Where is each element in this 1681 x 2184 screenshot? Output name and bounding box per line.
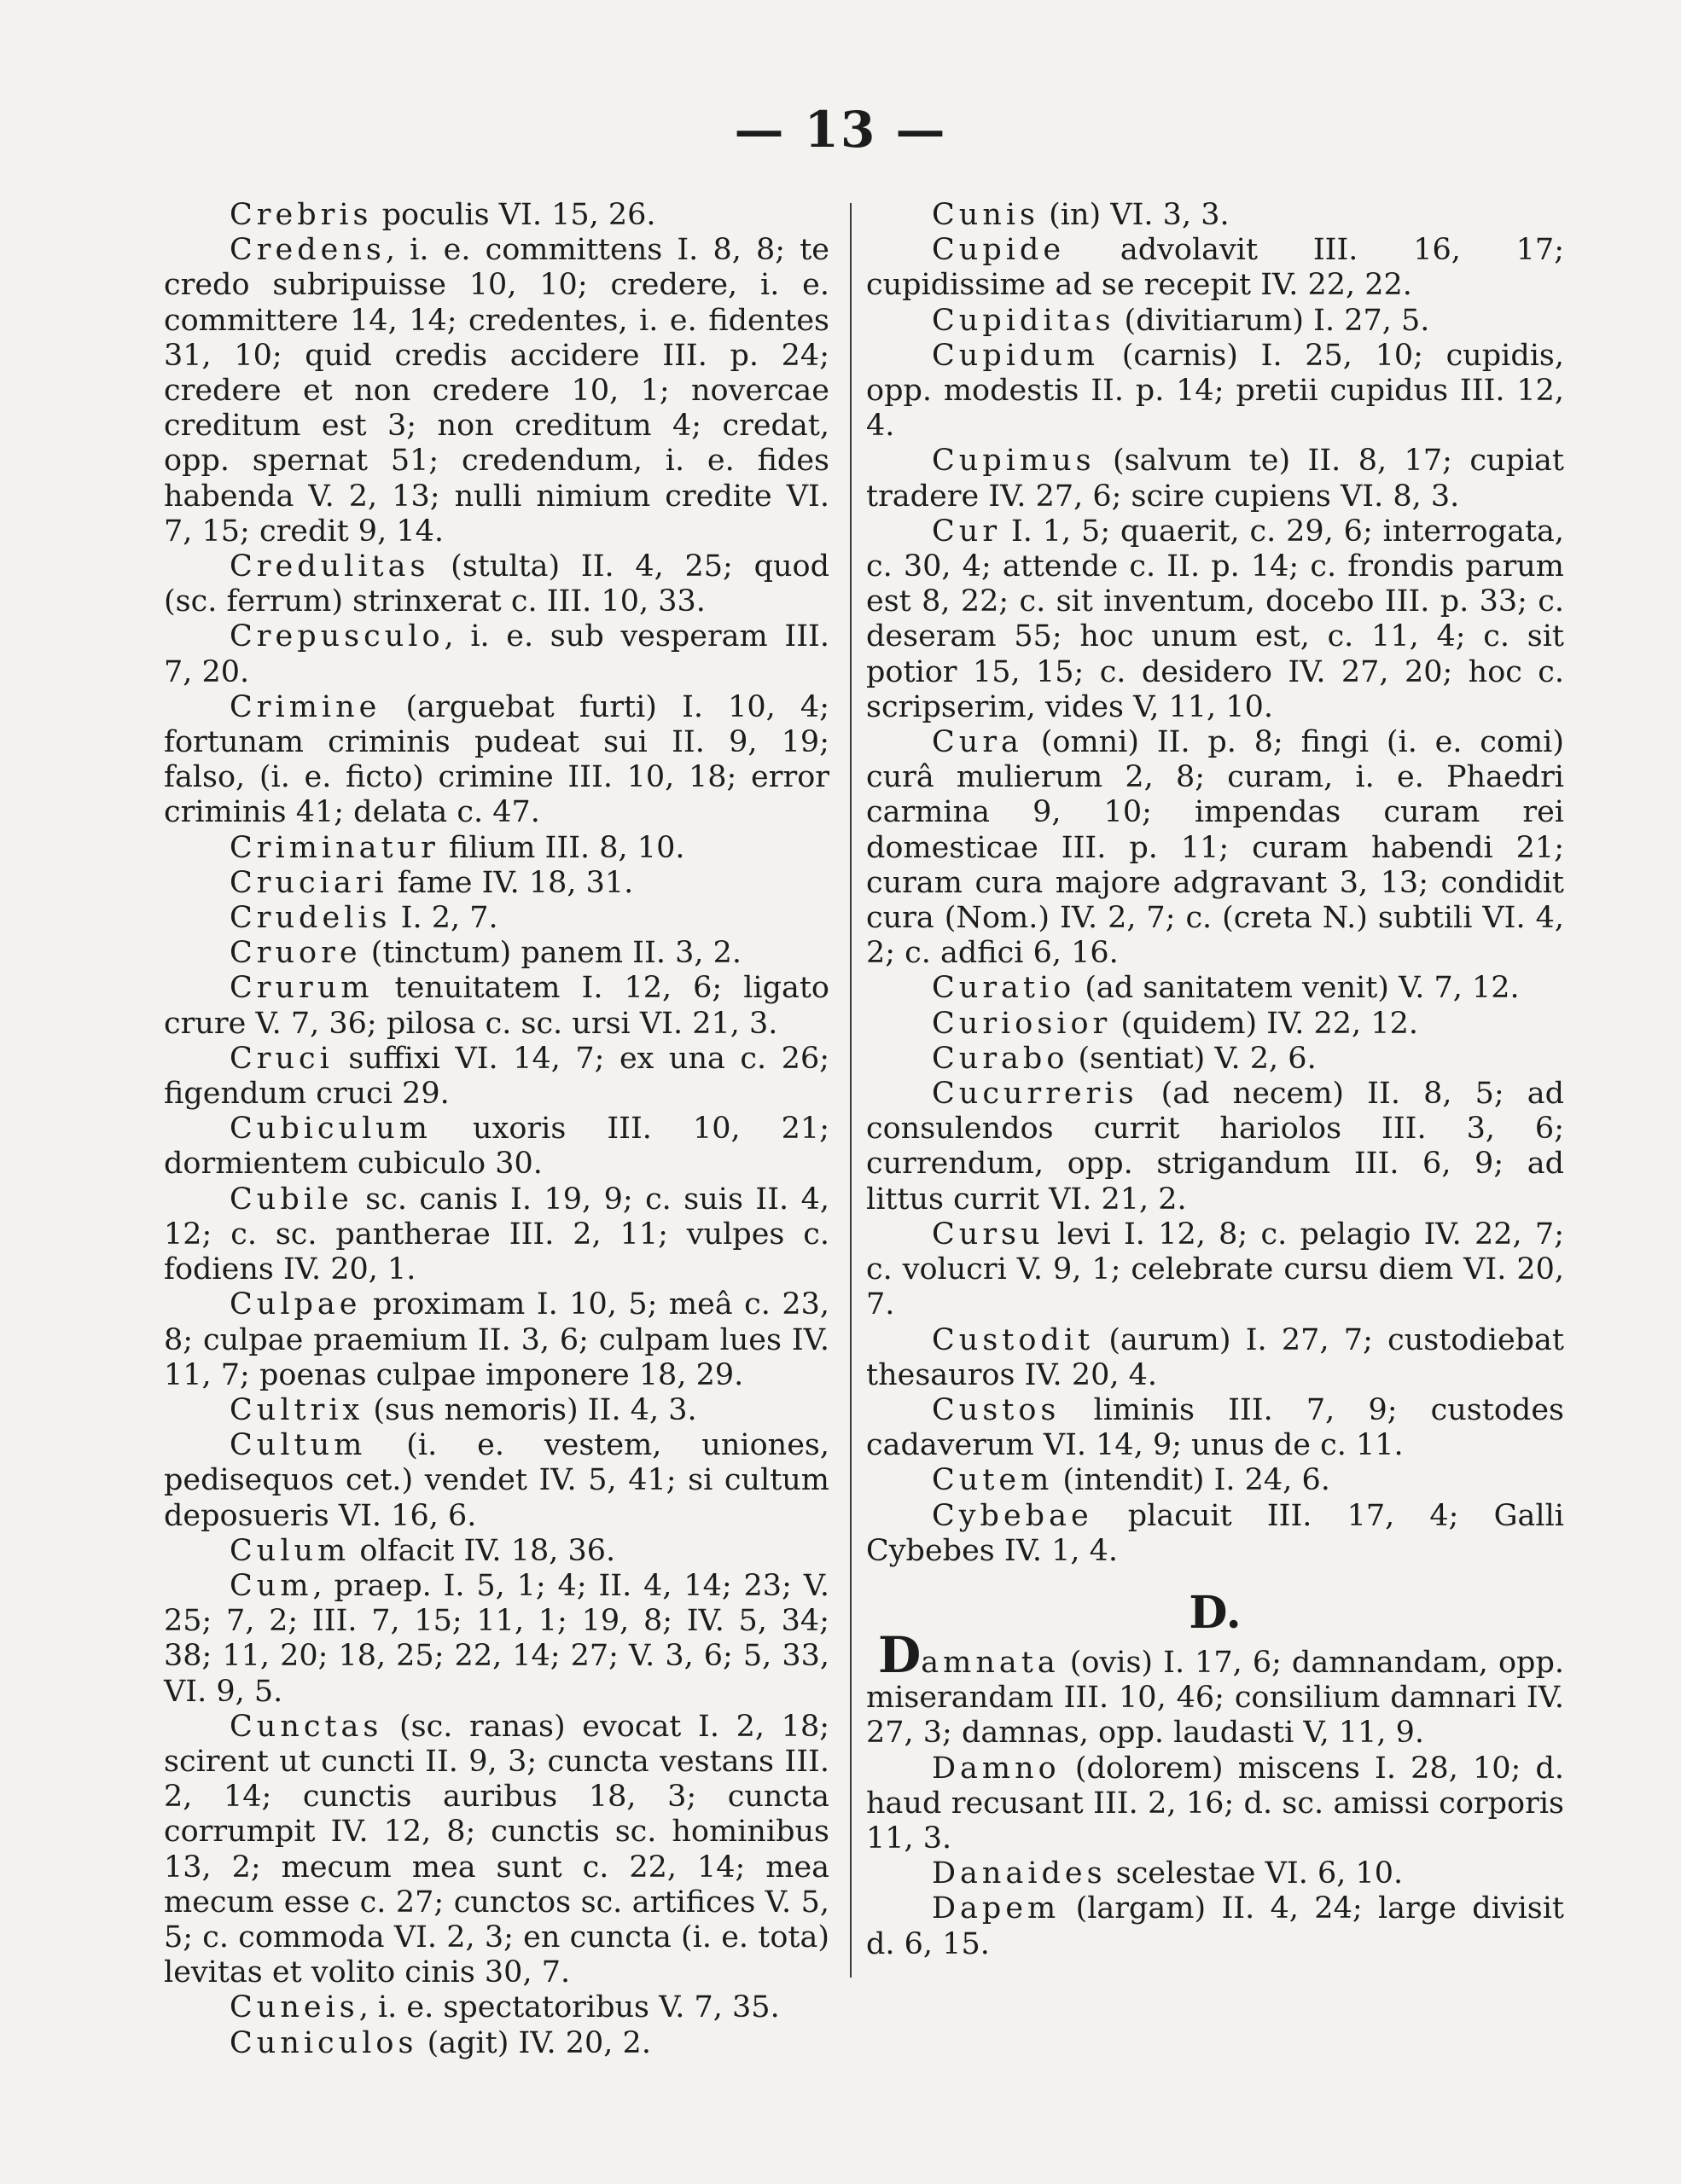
entry-references: olfacit IV. 18, 36.	[350, 1533, 616, 1568]
entry-headword: Cupide	[932, 233, 1066, 268]
entry-references: , i. e. spectatoribus V. 7, 35.	[358, 1990, 780, 2025]
index-entry	[164, 1042, 829, 1112]
index-entry	[164, 1112, 829, 1182]
entry-headword: Cubiculum	[230, 1112, 432, 1147]
index-entry	[866, 1077, 1564, 1217]
entry-references: (quidem) IV. 22, 12.	[1111, 1006, 1418, 1041]
entry-references: , praep. I. 5, 1; 4; II. 4, 14; 23; V. 25; 7, 2; III. 7, 15; 11, 1; 19, 8; IV. 5, 34; 38; 11, 20; 18, 25; 22, 14; 27; V. 3, 6; 5, 33, VI. 9, 5.	[164, 1568, 829, 1709]
entry-references: proximam I. 10, 5; meâ c. 23, 8; culpae praemium II. 3, 6; culpam lues IV. 11, 7; poenas culpae imponere 18, 29.	[164, 1287, 829, 1392]
entry-references: , i. e. sub vesperam III. 7, 20.	[164, 619, 829, 689]
entry-headword: Cultum	[230, 1428, 367, 1463]
entry-headword: Credulitas	[230, 549, 430, 584]
entry-references: sc. canis I. 19, 9; c. suis II. 4, 12; c. sc. pantherae III. 2, 11; vulpes c. fodiens IV. 20, 1.	[164, 1182, 829, 1287]
entry-headword: Cursu	[932, 1217, 1044, 1252]
entry-references: placuit III. 17, 4; Galli Cybebes IV. 1, 4.	[866, 1498, 1564, 1568]
index-entry	[164, 549, 829, 619]
entry-references: uxoris III. 10, 21; dormientem cubiculo 30.	[164, 1112, 829, 1182]
section-heading-d: D.	[1189, 1586, 1242, 1639]
index-entry	[164, 831, 829, 866]
entry-headword: Danaides	[932, 1856, 1107, 1891]
entry-headword: Cunctas	[230, 1709, 383, 1744]
right-column	[866, 198, 1564, 1962]
drop-capital: D	[878, 1625, 922, 1684]
entry-references: (arguebat furti) I. 10, 4; fortunam criminis pudeat sui II. 9, 19; falso, (i. e. ficto) crimine III. 10, 18; error criminis 41; delata c. 47.	[164, 689, 829, 830]
entry-references: (salvum te) II. 8, 17; cupiat tradere IV. 27, 6; scire cupiens VI. 8, 3.	[866, 444, 1564, 514]
entry-headword: Crudelis	[230, 901, 392, 936]
entry-headword: Criminatur	[230, 830, 439, 865]
entry-references: (carnis) I. 25, 10; cupidis, opp. modestis II. p. 14; pretii cupidus III. 12, 4.	[866, 338, 1564, 444]
index-entry	[164, 1182, 829, 1288]
entry-headword: Custodit	[932, 1322, 1095, 1357]
entry-references: (stulta) II. 4, 25; quod (sc. ferrum) strinxerat c. III. 10, 33.	[164, 549, 829, 619]
entry-headword: Cupiditas	[932, 303, 1115, 338]
index-entry	[866, 1751, 1564, 1857]
index-entry	[164, 233, 829, 549]
entry-references: (tinctum) panem II. 3, 2.	[361, 936, 742, 971]
entry-headword: Cura	[932, 725, 1023, 760]
entry-references: (dolorem) miscens I. 28, 10; d. haud recusant III. 2, 16; d. sc. amissi corporis 11, 3.	[866, 1751, 1564, 1856]
entry-headword: Crebris	[230, 198, 373, 232]
entry-references: poculis VI. 15, 26.	[372, 198, 656, 232]
entry-headword: Cruore	[230, 936, 362, 971]
index-entry	[164, 1428, 829, 1534]
entry-references: liminis III. 7, 9; custodes cadaverum VI. 14, 9; unus de c. 11.	[866, 1392, 1564, 1463]
entry-headword: Cruciari	[230, 865, 388, 900]
index-entry	[866, 233, 1564, 303]
entry-references: levi I. 12, 8; c. pelagio IV. 22, 7; c. volucri V. 9, 1; celebrate cursu diem VI. 20, 7.	[866, 1217, 1564, 1322]
index-entry	[164, 1569, 829, 1710]
index-entry	[164, 936, 829, 971]
entry-references: (intendit) I. 24, 6.	[1053, 1463, 1330, 1498]
index-entry	[164, 971, 829, 1041]
entry-references: (ad sanitatem venit) V. 7, 12.	[1075, 971, 1520, 1006]
entry-headword: Curiosior	[932, 1006, 1112, 1041]
index-entry	[164, 1287, 829, 1393]
index-entry	[866, 1625, 1564, 1751]
entry-headword: Curatio	[932, 971, 1076, 1006]
entry-headword: Custos	[932, 1392, 1061, 1427]
entry-references: (i. e. vestem, uniones, pedisequos cet.) vendet IV. 5, 41; si cultum deposueris VI. 16, 6.	[164, 1428, 829, 1533]
index-entry	[866, 1499, 1564, 1569]
entry-headword: Credens	[230, 233, 386, 268]
index-entry	[164, 2026, 829, 2061]
entry-references: (sentiat) V. 2, 6.	[1068, 1041, 1317, 1076]
entry-references: (in) VI. 3, 3.	[1039, 198, 1230, 232]
entry-references: (ad necem) II. 8, 5; ad consulendos currit hariolos III. 3, 6; currendum, opp. strigandum III. 6, 9; ad littus currit VI. 21, 2.	[866, 1077, 1564, 1217]
index-entry	[866, 725, 1564, 971]
entry-references: (ovis) I. 17, 6; damnandam, opp. miserandam III. 10, 46; consilium damnari IV. 27, 3; damnas, opp. laudasti V, 11, 9.	[866, 1645, 1564, 1751]
index-entry	[164, 1534, 829, 1569]
index-entry	[866, 1007, 1564, 1042]
entry-references: scelestae VI. 6, 10.	[1106, 1856, 1404, 1891]
entry-headword: Cunis	[932, 198, 1040, 232]
index-entry	[866, 444, 1564, 514]
entry-headword: Cultrix	[230, 1392, 364, 1427]
index-entry	[164, 1393, 829, 1428]
index-entry	[866, 304, 1564, 339]
entry-headword: Damno	[932, 1751, 1061, 1786]
index-entry	[866, 1393, 1564, 1463]
left-column	[164, 198, 829, 2061]
entry-headword: Cuneis	[230, 1990, 359, 2025]
entry-headword: Culpae	[230, 1287, 362, 1322]
page-number: — 13 —	[734, 101, 947, 159]
index-entry	[866, 1042, 1564, 1077]
entry-headword: Cruci	[230, 1041, 334, 1076]
entry-headword: Crimine	[230, 689, 381, 724]
entry-references: I. 1, 5; quaerit, c. 29, 6; interrogata, c. 30, 4; attende c. II. p. 14; c. frondis parum est 8, 22; c. sit inventum, docebo III. p. 33; c. deseram 55; hoc unum est, c. 11, 4; c. sit potior 15, 15; c. desidero IV. 27, 20; hoc c. scripserim, vides V, 11, 10.	[866, 514, 1564, 724]
entry-headword: Dapem	[932, 1891, 1061, 1926]
entry-references: (largam) II. 4, 24; large divisit d. 6, 15.	[866, 1891, 1564, 1961]
entry-references: (agit) IV. 20, 2.	[417, 2025, 651, 2060]
entry-references: advolavit III. 16, 17; cupidissime ad se recepit IV. 22, 22.	[866, 233, 1564, 303]
entry-references: (sc. ranas) evocat I. 2, 18; scirent ut cuncti II. 9, 3; cuncta vestans III. 2, 14; cunctis auribus 18, 3; cuncta corrumpit IV. 12, 8; cunctis sc. hominibus 13, 2; mecum mea sunt c. 22, 14; mea mecum esse c. 27; cunctos sc. artifices V. 5, 5; c. commoda VI. 2, 3; en cuncta (i. e. tota) levitas et volito cinis 30, 7.	[164, 1709, 829, 1990]
entry-headword: Cum	[230, 1568, 313, 1603]
entry-headword: Cucurreris	[932, 1077, 1138, 1112]
index-entry	[866, 1891, 1564, 1961]
entry-headword: Cubile	[230, 1182, 353, 1217]
entry-references: fame IV. 18, 31.	[387, 865, 634, 900]
index-entry	[866, 1217, 1564, 1323]
index-entry	[164, 1990, 829, 2025]
entry-references: suffixi VI. 14, 7; ex una c. 26; figendum cruci 29.	[164, 1041, 829, 1112]
index-entry	[866, 971, 1564, 1006]
index-entry	[866, 339, 1564, 444]
entry-references: , i. e. committens I. 8, 8; te credo subripuisse 10, 10; credere, i. e. committere 14, 14; credentes, i. e. fidentes 31, 10; quid credis accidere III. p. 24; credere et non credere 10, 1; novercae creditum est 3; non creditum 4; credat, opp. spernat 51; credendum, i. e. fides habenda V. 2, 13; nulli nimium credite VI. 7, 15; credit 9, 14.	[164, 233, 829, 549]
entry-references: filium III. 8, 10.	[439, 830, 685, 865]
column-divider	[850, 203, 852, 1978]
index-entry	[164, 198, 829, 233]
entry-references: (divitiarum) I. 27, 5.	[1114, 303, 1430, 338]
index-entry	[164, 901, 829, 936]
index-entry	[866, 514, 1564, 725]
index-entry	[866, 1323, 1564, 1393]
index-entry	[164, 619, 829, 689]
entry-headword: Cupidum	[932, 338, 1100, 373]
entry-headword: Crurum	[230, 971, 374, 1006]
entry-headword: amnata	[921, 1645, 1060, 1680]
entry-references: tenuitatem I. 12, 6; ligato crure V. 7, 36; pilosa c. sc. ursi VI. 21, 3.	[164, 971, 829, 1041]
entry-headword: Cupimus	[932, 444, 1096, 479]
entry-references: I. 2, 7.	[391, 901, 498, 936]
entry-headword: Cybebae	[932, 1498, 1093, 1533]
entry-headword: Culum	[230, 1533, 351, 1568]
index-entry	[866, 1856, 1564, 1891]
index-entry	[866, 1463, 1564, 1498]
index-entry	[164, 866, 829, 901]
index-entry	[164, 690, 829, 831]
index-entry	[164, 1710, 829, 1991]
entry-headword: Cutem	[932, 1463, 1054, 1498]
entry-headword: Cur	[932, 514, 1002, 549]
index-entry	[866, 198, 1564, 233]
entry-references: (sus nemoris) II. 4, 3.	[364, 1392, 697, 1427]
entry-headword: Curabo	[932, 1041, 1069, 1076]
entry-references: (aurum) I. 27, 7; custodiebat thesauros IV. 20, 4.	[866, 1322, 1564, 1392]
entry-headword: Cuniculos	[230, 2025, 418, 2060]
entry-headword: Crepusculo	[230, 619, 445, 654]
entry-references: (omni) II. p. 8; fingi (i. e. comi) curâ mulierum 2, 8; curam, i. e. Phaedri carmina 9, 10; impendas curam rei domesticae III. p. 11; curam habendi 21; curam cura majore adgravant 3, 13; condidit cura (Nom.) IV. 2, 7; c. (creta N.) subtili VI. 4, 2; c. adfici 6, 16.	[866, 725, 1564, 971]
